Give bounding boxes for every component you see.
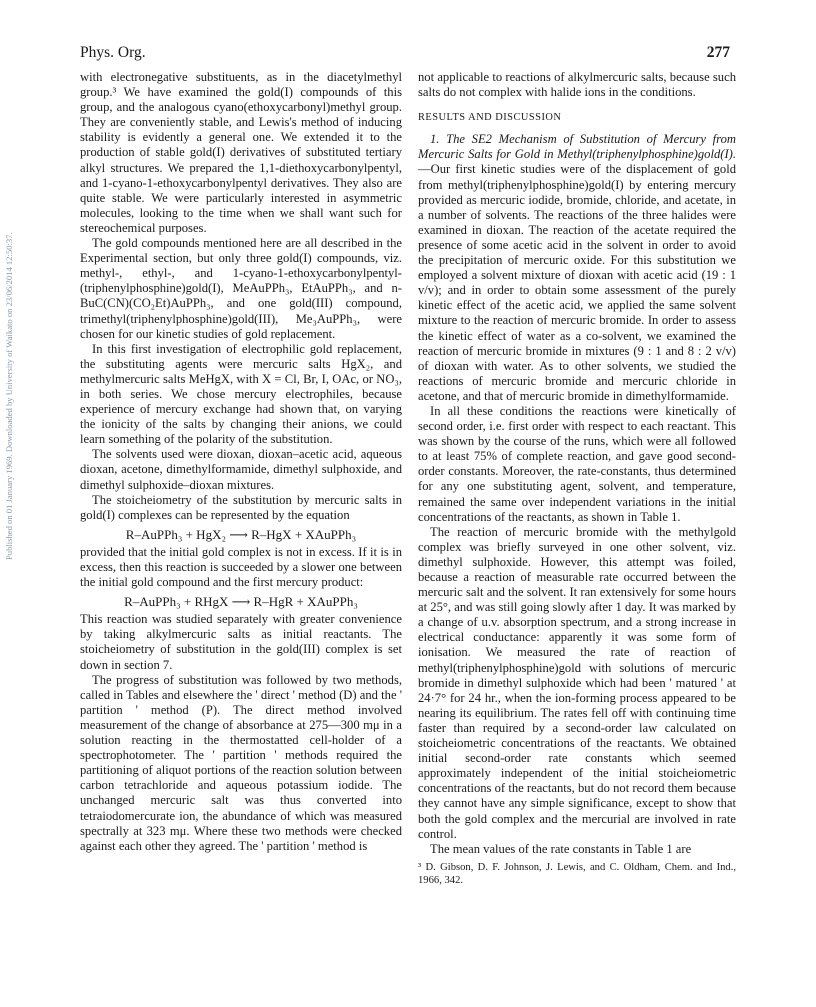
paragraph: The gold compounds mentioned here are all described in the Experimental section, but only three gold(I) compounds, viz. methyl-, ethyl-, and 1-cyano-1-ethoxycarbonylpentyl-(triphenylphosphine)gold(I), MeAuPPh₃, EtAuPPh₃, and n-BuC(CN)(CO₂Et)AuPPh₃, and one gold(III) compound, trimethyl(triphenylphosphine)gold(III), Me₃AuPPh₃, were chosen for our kinetic studies of gold replacement. — [80, 236, 402, 341]
paragraph-body: —Our first kinetic studies were of the displacement of gold from methyl(triphenylphosphine)gold(I) by entering mercury provided as mercuric iodide, bromide, chloride, and acetate, in a number of solvents. The reactions of the three halides were examined in dioxan. The reaction of the acetate required the presence of some acetic acid in the solvent in order to avoid the precipitation of mercuric oxide. For this substitution we employed a solvent mixture of dioxan with acetic acid (19 : 1 v/v); and in order to obtain some assessment of the purely kinetic effect of the acetic acid, we applied the same solvent mixture to the reaction of mercuric bromide. In order to assess the kinetic effect of water as a co-solvent, we examined the reaction of mercuric bromide in mixtures (9 : 1 and 8 : 2 v/v) of dioxan with water. As to other solvents, we studied the reactions of mercuric bromide and mercuric chloride in acetone, and that of mercuric bromide in dimethylformamide. — [418, 162, 736, 403]
paragraph: In all these conditions the reactions were kinetically of second order, i.e. first order with respect to each reactant. This was shown by the course of the runs, which were all followed to at least 75% of complete reaction, and gave good second-order constants. Moreover, the rate-constants, thus determined for any one substituting agent, solvent, and temperature, remained the same over independent variations in the initial concentrations of the reactants, as shown in Table 1. — [418, 403, 736, 524]
download-sidebar — [0, 0, 28, 1007]
paragraph: The stoicheiometry of the substitution by mercuric salts in gold(I) complexes can be represented by the equation — [80, 492, 402, 522]
paragraph: The solvents used were dioxan, dioxan–acetic acid, aqueous dioxan, acetone, dimethylformamide, dimethyl sulphoxide, and dimethyl sulphoxide–dioxan mixtures. — [80, 447, 402, 492]
paragraph: This reaction was studied separately with greater convenience by taking alkylmercuric salts as initial reactants. The stoicheiometry of substitution in the gold(III) complex is set down in section 7. — [80, 612, 402, 672]
subsection-title: 1. The SE2 Mechanism of Substitution of Mercury from Mercuric Salts for Gold in Methyl(triphenylphosphine)gold(I). — [418, 132, 736, 162]
paragraph: provided that the initial gold complex is not in excess. If it is in excess, then this reaction is succeeded by a slower one between the initial gold compound and the first mercury product: — [80, 544, 402, 590]
section-heading: RESULTS AND DISCUSSION — [418, 112, 562, 124]
right-column — [418, 70, 736, 887]
left-column — [80, 70, 402, 854]
paragraph: not applicable to reactions of alkylmercuric salts, because such salts do not complex with halide ions in the conditions. — [418, 70, 736, 100]
paragraph: The reaction of mercuric bromide with the methylgold complex was briefly surveyed in one other solvent, viz. dimethyl sulphoxide. However, this attempt was foiled, because a reaction of measurable rate occurred between the mercuric salt and the solvent. It ran extensively for some hours at 25°, and was still going slowly after 1 day. It was marked by a change of u.v. absorption spectrum, and a strong increase in electrical conductance: apparently it was some form of ionisation. We measured the rate of reaction of methyl(triphenylphosphine)gold with solutions of mercuric bromide in dimethyl sulphoxide which had been ' matured ' at 24·7° for 24 hr., when the ion-forming process appeared to be nearing its equilibrium. The rates fell off with continuing time faster than required by a second-order law calculated on stoicheiometric concentrations of the reactants. We obtained initial second-order rate constants which seemed approximately independent of the initial stoicheiometric concentrations of the reactants, but do not record them because they cannot have any simple significance, except to show that both the gold complex and the mercurial are involved in rate control. — [418, 524, 736, 841]
paragraph — [418, 132, 736, 404]
journal-name: Phys. Org. — [80, 44, 146, 61]
download-notice: Published on 01 January 1969. Downloaded by University of Waikato on 23/06/2014 12:50:37. — [4, 232, 14, 560]
equation-1: R–AuPPh₃ + HgX₂ ⟶ R–HgX + XAuPPh₃ — [125, 526, 357, 542]
running-head — [80, 44, 730, 66]
page-number: 277 — [706, 44, 730, 61]
paragraph: with electronegative substituents, as in the diacetylmethyl group.³ We have examined the gold(I) compounds of this group, and the analogous cyano(ethoxycarbonyl)methyl group. They are conveniently stable, and Lewis's method of inducing stability is evidently a general one. We extended it to the production of stable gold(I) derivatives of substituted tertiary alkyl structures. We prepared the 1,1-diethoxycarbonylpentyl, and 1-cyano-1-ethoxycarbonylpentyl derivatives. They also are quite stable. We were particularly interested in asymmetric molecules, looking to the time when we shall want such for stereochemical purposes. — [80, 70, 402, 235]
paragraph: In this first investigation of electrophilic gold replacement, the substituting agents were mercuric salts HgX₂, and methylmercuric salts MeHgX, with X = Cl, Br, I, OAc, or NO₃, in both series. We chose mercury electrophiles, because experience of mercury exchange had shown that, on varying the ionicity of the salts by changing their anions, we could learn something of the polarity of the substitution. — [80, 341, 402, 447]
paragraph: The progress of substitution was followed by two methods, called in Tables and elsewhere the ' direct ' method (D) and the ' partition ' method (P). The direct method involved measurement of the change of absorbance at 275—300 mμ in a solution reacting in the thermostatted cell-holder of a spectrophotometer. The ' partition ' methods required the partitioning of aliquot portions of the reaction solution between carbon tetrachloride and aqueous potassium iodide. The unchanged mercuric salt was thus converted into tetraiodomercurate ion, the abundance of which was measured spectrally at 323 mμ. Where these two methods were checked against each other they agreed. The ' partition ' method is — [80, 672, 402, 853]
footnote: ³ D. Gibson, D. F. Johnson, J. Lewis, and C. Oldham, Chem. and Ind., 1966, 342. — [418, 861, 736, 886]
equation-2: R–AuPPh₃ + RHgX ⟶ R–HgR + XAuPPh₃ — [124, 594, 358, 610]
paragraph: The mean values of the rate constants in Table 1 are — [430, 841, 692, 856]
